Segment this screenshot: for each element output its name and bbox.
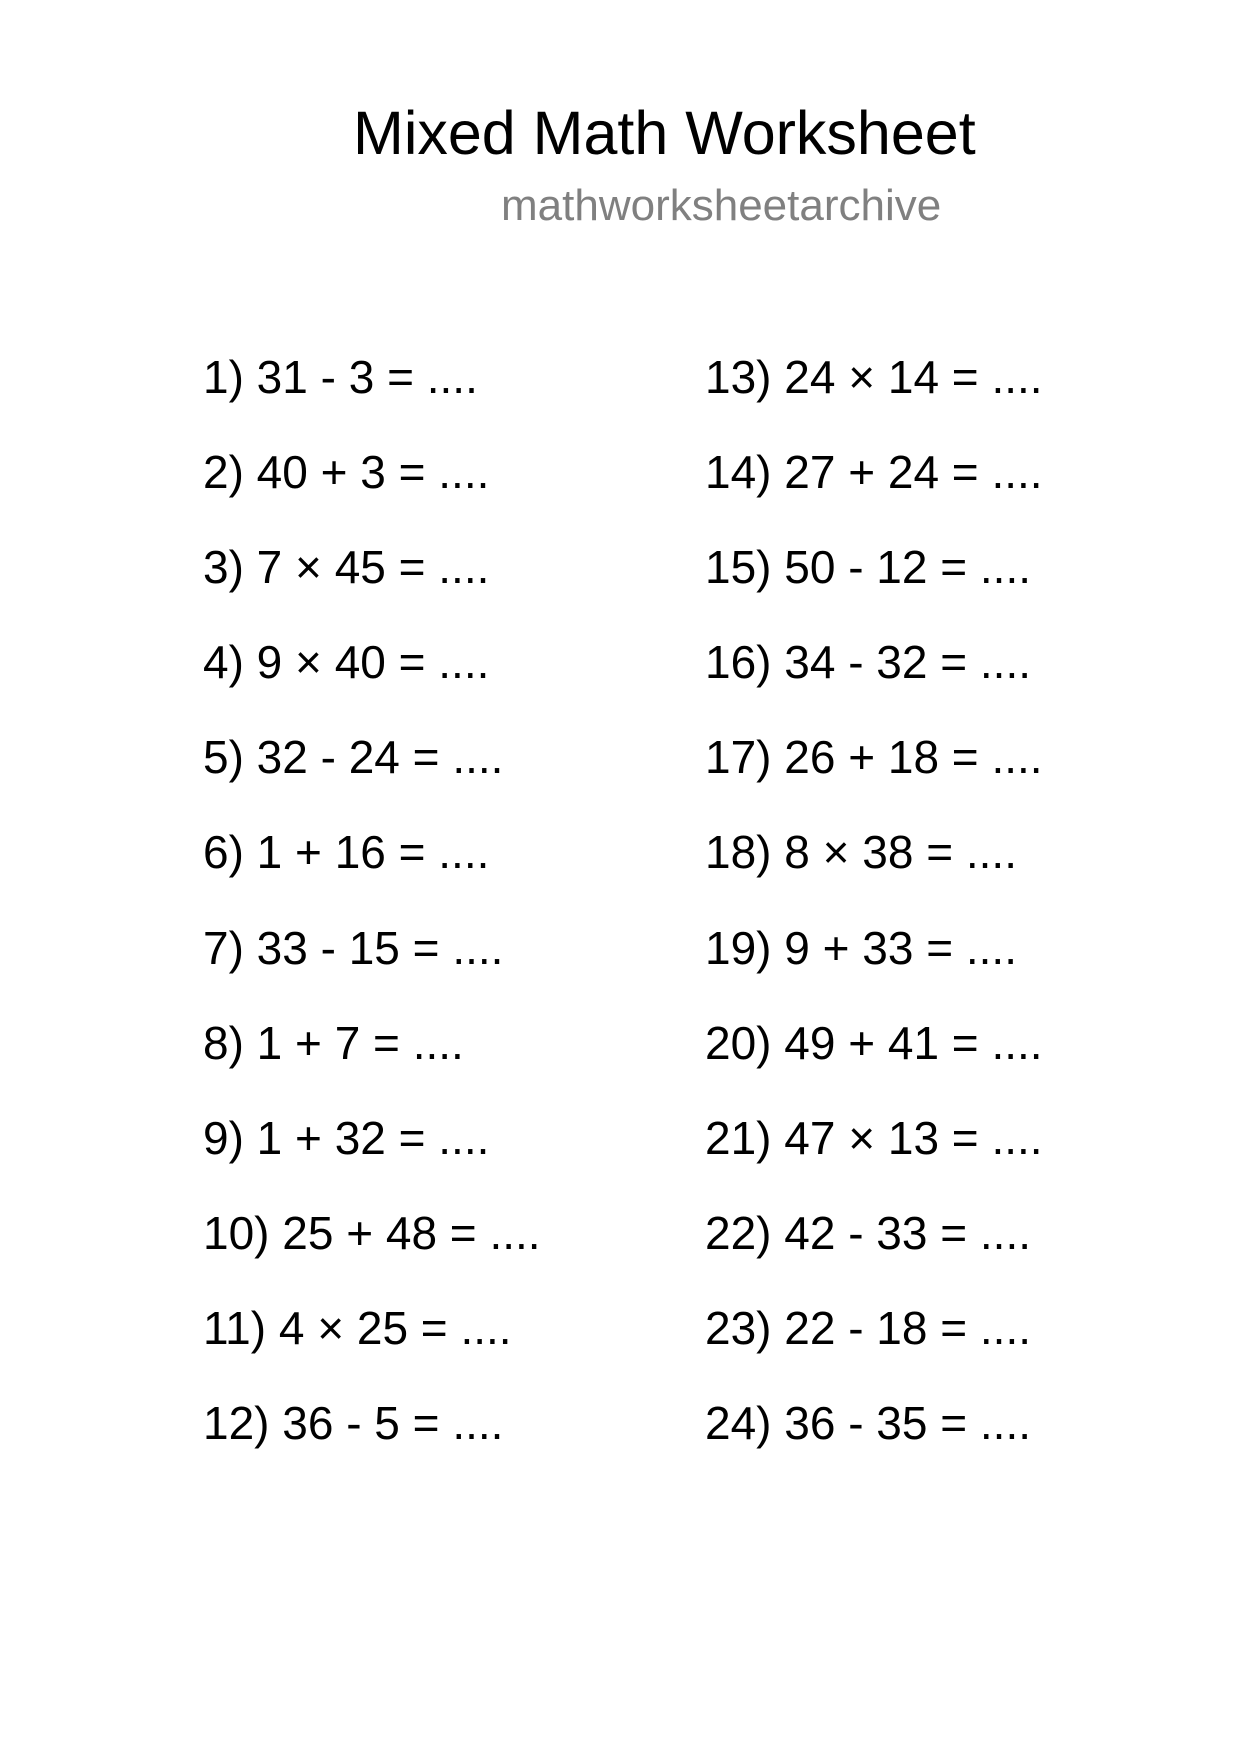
problem-item: 5) 32 - 24 = .... — [203, 731, 504, 784]
worksheet-source: mathworksheetarchive — [501, 181, 942, 230]
problem-item: 8) 1 + 7 = .... — [203, 1016, 464, 1069]
problem-item: 7) 33 - 15 = .... — [203, 921, 504, 974]
problem-item: 14) 27 + 24 = .... — [705, 446, 1043, 499]
problem-item: 24) 36 - 35 = .... — [705, 1397, 1032, 1450]
problem-item: 4) 9 × 40 = .... — [203, 636, 490, 689]
problem-item: 19) 9 + 33 = .... — [705, 921, 1017, 974]
problem-item: 21) 47 × 13 = .... — [705, 1111, 1043, 1164]
problem-item: 1) 31 - 3 = .... — [203, 351, 478, 403]
problem-list-left — [203, 351, 541, 1495]
worksheet-title: Mixed Math Worksheet — [353, 99, 976, 167]
problem-item: 11) 4 × 25 = .... — [203, 1301, 512, 1354]
problem-item: 18) 8 × 38 = .... — [705, 826, 1017, 879]
problem-item: 16) 34 - 32 = .... — [705, 636, 1032, 689]
problem-item: 17) 26 + 18 = .... — [705, 731, 1043, 784]
problem-item: 23) 22 - 18 = .... — [705, 1301, 1032, 1354]
problem-item: 20) 49 + 41 = .... — [705, 1016, 1043, 1069]
problem-item: 13) 24 × 14 = .... — [705, 351, 1043, 403]
problem-item: 22) 42 - 33 = .... — [705, 1206, 1032, 1259]
problem-item: 9) 1 + 32 = .... — [203, 1111, 490, 1164]
problem-list-right — [705, 351, 1043, 1495]
problem-item: 2) 40 + 3 = .... — [203, 446, 490, 499]
problem-item: 10) 25 + 48 = .... — [203, 1206, 541, 1259]
problem-item: 12) 36 - 5 = .... — [203, 1397, 504, 1450]
problem-item: 3) 7 × 45 = .... — [203, 541, 490, 594]
problem-item: 6) 1 + 16 = .... — [203, 826, 490, 879]
problem-item: 15) 50 - 12 = .... — [705, 541, 1032, 594]
